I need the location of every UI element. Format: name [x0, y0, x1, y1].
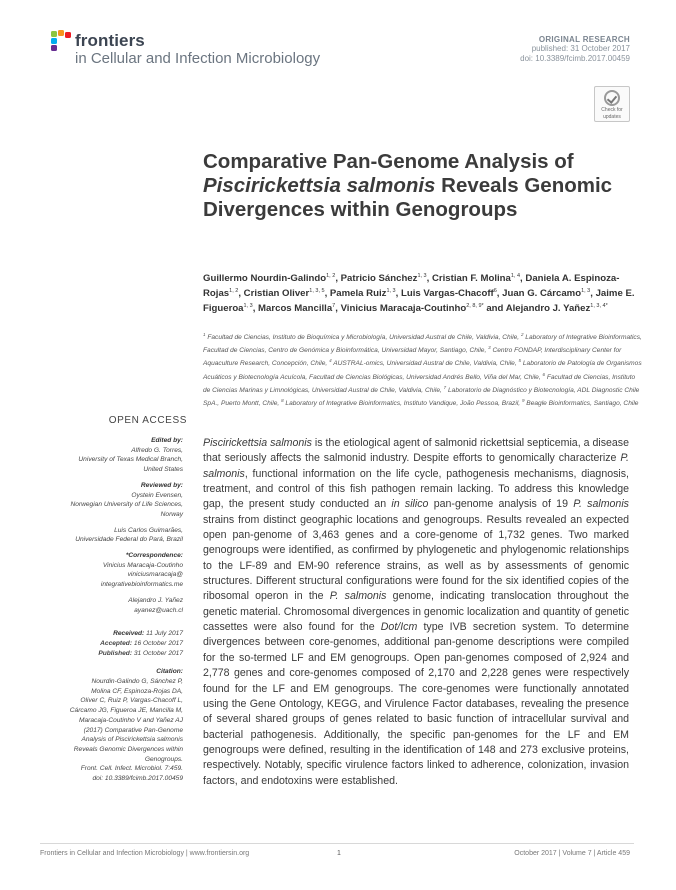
reviewer-line: Luis Carlos Guimarães, [114, 526, 183, 534]
abstract-text: pan-genome analysis of 19 [428, 498, 574, 511]
affiliation-number: 4 [329, 358, 332, 364]
citation-line: Cárcamo JG, Figueroa JE, Mancilla M, [69, 707, 183, 715]
author-name[interactable]: Daniela A. Espinoza-Rojas [203, 273, 620, 300]
affiliation-text: Laboratorio de Diagnóstico y Biotecnología, ADL Diagnostic Chile SpA., Puerto Montt, Chile, [203, 386, 640, 408]
correspondence-email[interactable]: integrativebioinformatics.me [100, 581, 183, 589]
citation-line: (2017) Comparative Pan-Genome [83, 726, 183, 734]
citation-line: Reveals Genomic Divergences within [73, 745, 183, 753]
author-name[interactable]: Marcos Mancilla [258, 303, 333, 315]
affiliation-text: AUSTRAL-omics, Universidad Austral de Chile, Valdivia, Chile, [331, 360, 519, 368]
author-name[interactable]: Juan G. Cárcamo [502, 288, 582, 300]
author-separator: , [324, 288, 330, 300]
abstract-italic: in silico [391, 498, 429, 511]
editor-line: United States [143, 466, 183, 474]
author-affiliation-ref: 1, 3 [581, 288, 591, 295]
title-part: Comparative Pan-Genome Analysis of [203, 150, 574, 173]
correspondence-line: Vinicius Maracaja-Coutinho [102, 561, 183, 569]
author-separator: , [335, 273, 341, 285]
author-name[interactable]: Cristian F. Molina [431, 273, 511, 285]
published-date: published: 31 October 2017 [531, 44, 630, 53]
article-type: ORIGINAL RESEARCH [538, 35, 630, 44]
abstract-italic: P. salmonis [573, 498, 629, 511]
citation-line: Analysis of Piscirickettsia salmonis [81, 736, 183, 744]
article-title [203, 150, 643, 222]
citation-line: Nourdin-Galindo G, Sánchez P, [91, 678, 183, 686]
abstract-italic: P. salmonis [203, 452, 629, 480]
citation-line: Genogroups. [144, 755, 183, 763]
affiliation-number: 5 [518, 358, 522, 364]
abstract-italic: P. salmonis [329, 590, 387, 603]
author-name[interactable]: Alejandro J. Yañez [505, 303, 591, 315]
abstract-text: , functional information on the life cycle, pathogenesis mechanisms, diagnosis, treatment, and control of this fish pathogen remain lacking. To address this knowledge gap, the present study conducted an [203, 467, 629, 511]
reviewer-line: Norwegian University of Life Sciences, [70, 501, 183, 509]
author-name[interactable]: Vinicius Maracaja-Coutinho [340, 303, 467, 315]
author-affiliation-ref: 2, 8, 9* [466, 303, 484, 310]
citation-line: Oliver C, Ruiz P, Vargas-Chacoff L, [80, 697, 183, 705]
check-updates-label-2: updates [603, 114, 621, 120]
author-separator: and [483, 303, 506, 315]
frontiers-logo-icon [50, 30, 72, 52]
open-access-label: OPEN ACCESS [108, 415, 187, 426]
reviewed-by-heading: Reviewed by: [140, 481, 183, 489]
footer-volume: October 2017 | Volume 7 | Article 459 [514, 850, 630, 857]
published-date-side [40, 649, 183, 659]
citation-heading: Citation: [156, 668, 183, 676]
brand-name: frontiers [75, 31, 145, 50]
reviewer-line: Universidade Federal do Pará, Brazil [75, 536, 183, 544]
edited-by-heading: Edited by: [151, 437, 183, 444]
correspondence-email[interactable]: ayanez@uach.cl [134, 606, 183, 614]
published-label: Published: [98, 649, 133, 657]
reviewer-line: Norway [160, 510, 183, 518]
author-separator: , [496, 288, 503, 300]
received-value: 11 July 2017 [144, 630, 183, 638]
abstract-italic: Dot/Icm [380, 621, 418, 634]
author-affiliation-ref: 1, 3, 4* [590, 303, 608, 310]
check-for-updates-button[interactable] [594, 86, 630, 122]
title-species: Piscirickettsia salmonis [203, 174, 436, 197]
author-separator: , [590, 288, 596, 300]
author-affiliation-ref: 7 [332, 303, 336, 310]
check-updates-label-1: Check for [601, 107, 623, 113]
affiliation-number: 7 [443, 384, 447, 390]
article-doi[interactable]: doi: 10.3389/fcimb.2017.00459 [520, 54, 630, 63]
reviewer-line: Oystein Evensen, [131, 491, 183, 499]
correspondence-heading: *Correspondence: [125, 552, 183, 560]
author-separator: , [238, 288, 244, 300]
author-affiliation-ref: 6 [493, 288, 497, 295]
author-affiliation-ref: 1, 3, 5 [309, 288, 325, 295]
author-affiliation-ref: 1, 4 [510, 273, 521, 279]
abstract-text: genome, indicating translocation throughout the genetic material. Chromosomal divergences in genomic localization and quantity of genetic cassettes were also found for the [203, 590, 630, 634]
received-date [40, 629, 183, 639]
journal-name: in Cellular and Infection Microbiology [75, 50, 321, 67]
citation-line: Molina CF, Espinoza-Rojas DA, [91, 687, 183, 695]
author-name[interactable]: Cristian Oliver [243, 288, 310, 300]
abstract [203, 436, 629, 789]
author-name[interactable]: Pamela Ruiz [329, 288, 387, 300]
author-separator: , [335, 303, 341, 315]
affiliation-text: Laboratory of Integrative Bioinformatics, Instituto Vandique, João Pessoa, Brazil, [283, 400, 522, 408]
affiliation-text: Facultad de Ciencias, Instituto de Ciencias Marinas y Limnológicas, Universidad Austral de Chile, Valdivia, Chile, [203, 373, 636, 394]
abstract-text: type IVB secretion system. To determine divergences between core-genomes, additional pan-genome descriptions were compiled for the so-termed LF and EM genogroups. Open pan-genomes composed of 2,924 and 2,778 genes and core-genomes composed of 2,170 and 2,228 genes were respectively found for the LF and EM genogroups. The core-genomes were functionally annotated using the Gene Ontology, KEGG, and Virulence Factor databases, revealing the presence of several shared groups of genes related to basic function of intracellular survival and bacterial pathogenesis. Additionally, the specific pan-genomes for the LF and EM genogroups were defined, resulting in the identification of 148 and 273 exclusive proteins, respectively. Notably, specific virulence factors linked to adherence, colonization, invasion factors, and endotoxins were established. [203, 621, 629, 787]
author-name[interactable]: Luis Vargas-Chacoff [400, 288, 494, 300]
affiliation-number: 8 [281, 397, 284, 403]
author-affiliation-ref: 1, 3 [243, 303, 253, 310]
affiliation-number: 9 [521, 397, 525, 403]
citation-line: doi: 10.3389/fcimb.2017.00459 [92, 775, 183, 783]
footer-journal-link[interactable]: Frontiers in Cellular and Infection Microbiology | www.frontiersin.org [40, 850, 250, 857]
affiliation-number: 1 [203, 332, 206, 337]
accepted-label: Accepted: [100, 639, 133, 647]
affiliation-number: 2 [520, 332, 524, 337]
author-list [203, 270, 643, 316]
footer-divider [40, 843, 634, 844]
page-number: 1 [337, 850, 341, 857]
citation-line: Front. Cell. Infect. Microbiol. 7:459. [80, 765, 183, 773]
published-value: 31 October 2017 [132, 649, 183, 657]
citation-text [40, 677, 183, 784]
author-affiliation-ref: 1, 3 [417, 273, 427, 279]
affiliation-number: 6 [542, 371, 546, 377]
affiliations [203, 330, 643, 409]
article-info-sidebar [40, 436, 183, 784]
affiliation-text: Centro FONDAP, Interdisciplinary Center for Aquaculture Research, Concepción, Chile, [203, 347, 622, 368]
author-separator: , [395, 288, 401, 300]
editor-line: University of Texas Medical Branch, [78, 456, 183, 464]
affiliation-number: 3 [488, 345, 491, 351]
correspondence-line: Alejandro J. Yañez [128, 596, 183, 604]
affiliation-text: Facultad de Ciencias, Instituto de Bioquímica y Microbiología, Universidad Austral de Chile, Valdivia, Chile, [205, 334, 521, 342]
author-name[interactable]: Jaime E. Figueroa [203, 288, 635, 315]
correspondence-email[interactable]: viniciusmaracaja@ [127, 571, 183, 579]
abstract-italic: Piscirickettsia salmonis [203, 437, 312, 449]
editor-line: Alfredo G. Torres, [131, 446, 183, 454]
affiliation-text: Laboratorio de Patología de Organismos Acuáticos y Biotecnología Acuícola, Facultad de Ciencias Biológicas, Universidad Andrés Bello, Viña del Mar, Chile, [203, 360, 642, 381]
author-name[interactable]: Guillermo Nourdin-Galindo [203, 273, 327, 285]
author-affiliation-ref: 1, 3 [386, 288, 396, 295]
author-affiliation-ref: 1, 2 [326, 273, 336, 279]
check-updates-icon [604, 90, 620, 106]
abstract-text: is the etiological agent of salmonid rickettsial septicemia, a disease that seriously affects the salmonid industry. Despite efforts to genomically characterize [203, 437, 629, 465]
author-separator: , [252, 303, 259, 315]
abstract-text: strains from distinct geographic locations and genogroups. Results revealed an expected open pan-genome of 3,463 genes and a core-genome of 1,732 genes. Two marked genogroups were identified, as confirmed by phylogenetic and phylogenomic relationships to the LF-89 and EM-90 reference strains, as well as by assessments of genomic structures. Different structural configurations were found for the six identified copies of the ribosomal operon in the [203, 513, 629, 603]
title-part: Reveals Genomic Divergences within Genogroups [203, 174, 613, 221]
affiliation-text: Laboratory of Integrative Bioinformatics, Facultad de Ciencias, Centro de Genómica y Bioinformática, Universidad Mayor, Santiago, Chile, [203, 334, 642, 355]
author-affiliation-ref: 1, 2 [229, 288, 239, 295]
accepted-date [40, 639, 183, 649]
author-separator: , [426, 273, 432, 285]
author-separator: , [520, 273, 526, 285]
received-label: Received: [113, 630, 145, 638]
affiliation-text: Beagle Bioinformatics, Santiago, Chile [524, 400, 639, 408]
author-name[interactable]: Patricio Sánchez [340, 273, 418, 285]
article-meta [520, 35, 630, 64]
citation-line: Maracaja-Coutinho V and Yañez AJ [79, 716, 183, 724]
accepted-value: 16 October 2017 [132, 639, 183, 647]
